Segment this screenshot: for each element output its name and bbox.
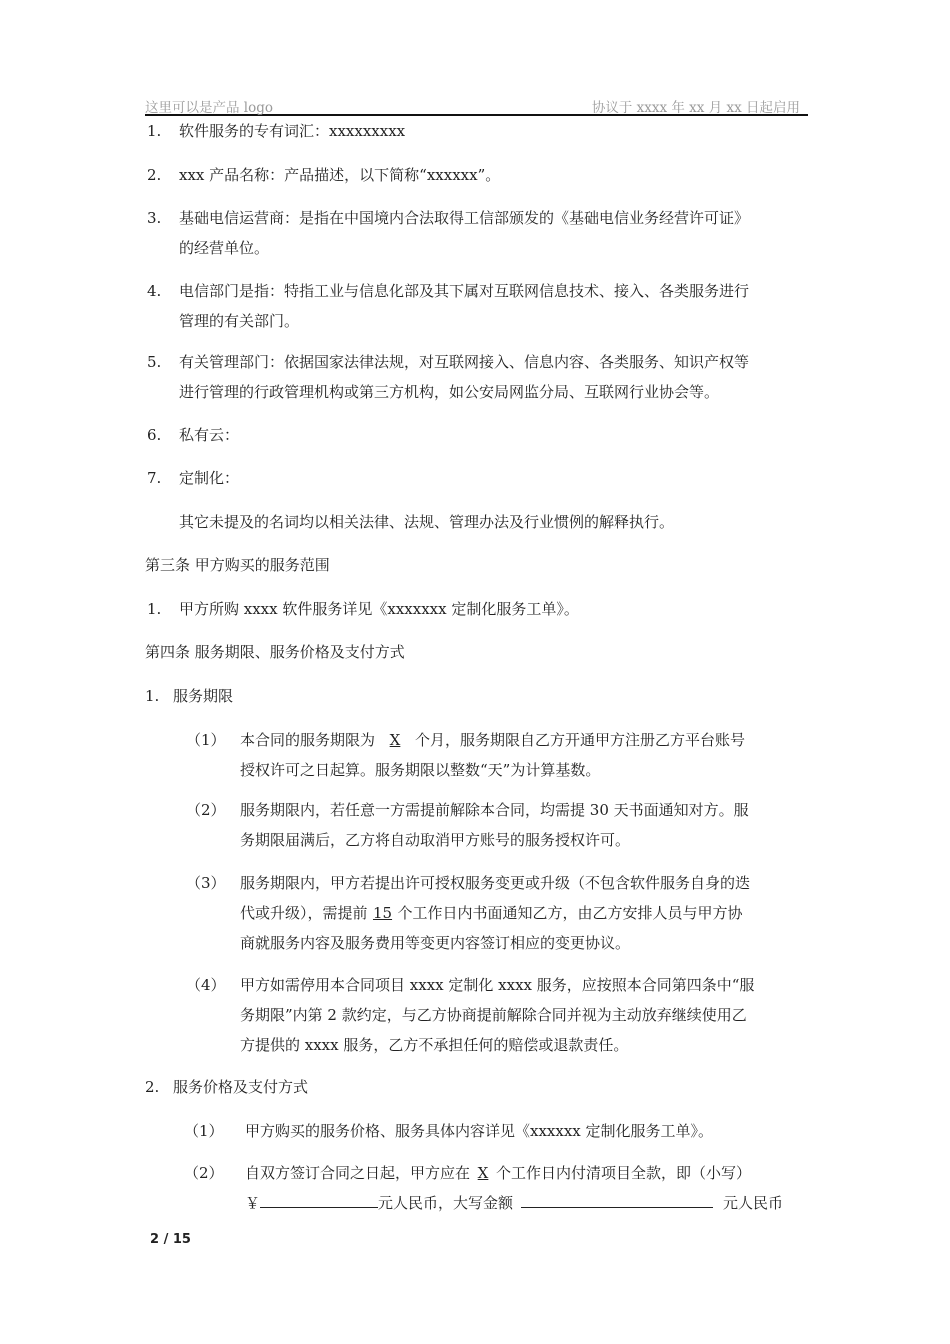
def-text: 管理的有关部门。 xyxy=(179,312,300,330)
amount-words-blank xyxy=(521,1190,713,1208)
other-note: 其它未提及的名词均以相关法律、法规、管理办法及行业惯例的解释执行。 xyxy=(179,513,675,531)
item-text xyxy=(240,898,743,928)
item-text: 甲方如需停用本合同项目 xxxx 定制化 xxxx 服务，应按照本合同第四条中“服 xyxy=(240,976,755,994)
sec2-num: 2. xyxy=(145,1078,160,1096)
item-text: 务期限届满后，乙方将自动取消甲方账号的服务授权许可。 xyxy=(240,831,631,849)
article-4-title: 第四条 服务期限、服务价格及支付方式 xyxy=(145,643,405,661)
art3-num: 1. xyxy=(147,600,162,618)
item-text xyxy=(245,1158,751,1188)
amount-figures-blank xyxy=(260,1190,378,1208)
item-text: 方提供的 xxxx 服务，乙方不承担任何的赔偿或退款责任。 xyxy=(240,1036,629,1054)
def-num: 4. xyxy=(147,282,162,300)
item-num: （3） xyxy=(186,874,226,892)
item-num: （2） xyxy=(186,801,226,819)
def-text: 的经营单位。 xyxy=(179,239,270,257)
def-num: 7. xyxy=(147,469,162,487)
def-text: 有关管理部门：依据国家法律法规，对互联网接入、信息内容、各类服务、知识产权等 xyxy=(179,353,750,371)
item-text: 服务期限内，甲方若提出许可授权服务变更或升级（不包含软件服务自身的迭 xyxy=(240,874,751,892)
item-text-part: 个工作日内书面通知乙方，由乙方安排人员与甲方协 xyxy=(397,904,743,922)
item-text-part: 元人民币 xyxy=(723,1194,784,1212)
item-text: 服务期限内，若任意一方需提前解除本合同，均需提 30 天书面通知对方。服 xyxy=(240,801,749,819)
header-effective-date: 协议于 xxxx 年 xx 月 xx 日起启用 xyxy=(591,100,800,116)
item-text: 商就服务内容及服务费用等变更内容签订相应的变更协议。 xyxy=(240,934,631,952)
def-text: xxx 产品名称：产品描述，以下简称“xxxxxx”。 xyxy=(179,166,501,184)
item-text-part: 个月，服务期限自乙方开通甲方注册乙方平台账号 xyxy=(415,731,746,749)
article-3-title: 第三条 甲方购买的服务范围 xyxy=(145,556,330,574)
sec2-title: 服务价格及支付方式 xyxy=(173,1078,309,1096)
def-num: 6. xyxy=(147,426,162,444)
amount-line xyxy=(245,1188,783,1218)
item-text-part: 个工作日内付清项目全款，即（小写） xyxy=(496,1164,752,1182)
item-text-part: 本合同的服务期限为 xyxy=(240,731,376,749)
def-text: 电信部门是指：特指工业与信息化部及其下属对互联网信息技术、接入、各类服务进行 xyxy=(179,282,750,300)
item-num: （1） xyxy=(184,1122,224,1140)
def-num: 5. xyxy=(147,353,162,371)
sec1-title: 服务期限 xyxy=(173,687,234,705)
yen-sign: ￥ xyxy=(245,1194,261,1212)
def-num: 1. xyxy=(147,122,162,140)
def-num: 3. xyxy=(147,209,162,227)
def-text: 定制化： xyxy=(179,469,240,487)
page-header xyxy=(145,96,808,116)
item-text: 务期限”内第 2 款约定，与乙方协商提前解除合同并视为主动放弃继续使用乙 xyxy=(240,1006,747,1024)
payment-days-blank: X xyxy=(477,1164,489,1182)
def-text: 软件服务的专有词汇：xxxxxxxxx xyxy=(179,122,406,140)
def-num: 2. xyxy=(147,166,162,184)
item-text: 授权许可之日起算。服务期限以整数“天”为计算基数。 xyxy=(240,761,601,779)
def-text: 基础电信运营商：是指在中国境内合法取得工信部颁发的《基础电信业务经营许可证》 xyxy=(179,209,750,227)
term-months-blank: X xyxy=(389,731,401,749)
item-text-part: 代或升级），需提前 xyxy=(240,904,368,922)
def-text: 进行管理的行政管理机构或第三方机构，如公安局网监分局、互联网行业协会等。 xyxy=(179,383,720,401)
def-text: 私有云： xyxy=(179,426,240,444)
notice-days-blank: 15 xyxy=(372,904,393,922)
item-text-part: 元人民币，大写金额 xyxy=(378,1194,514,1212)
art3-text: 甲方所购 xxxx 软件服务详见《xxxxxxx 定制化服务工单》。 xyxy=(179,600,579,618)
item-text-part: 自双方签订合同之日起，甲方应在 xyxy=(245,1164,471,1182)
page-number: 2 / 15 xyxy=(150,1232,191,1247)
item-num: （1） xyxy=(186,731,226,749)
item-num: （2） xyxy=(184,1164,224,1182)
item-text: 甲方购买的服务价格、服务具体内容详见《xxxxxx 定制化服务工单》。 xyxy=(245,1122,714,1140)
sec1-num: 1. xyxy=(145,687,160,705)
header-logo-text: 这里可以是产品 logo xyxy=(145,100,274,116)
item-text xyxy=(240,725,745,755)
item-num: （4） xyxy=(186,976,226,994)
